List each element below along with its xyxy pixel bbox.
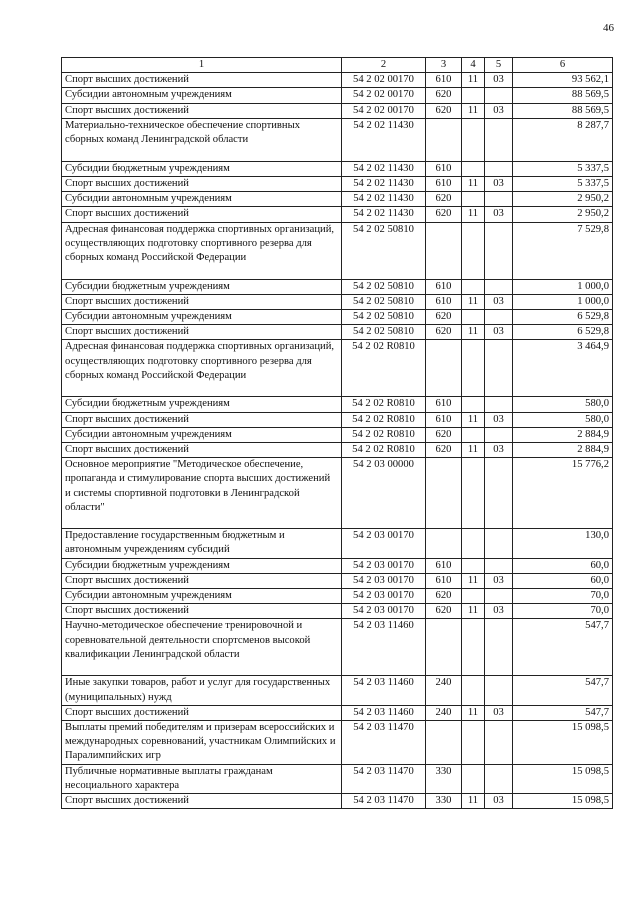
row-code-cell: 54 2 03 00170 — [342, 529, 426, 558]
row-amount-cell: 88 569,5 — [513, 103, 613, 118]
row-subsection-cell: 03 — [485, 604, 513, 619]
row-code-cell: 54 2 02 R0810 — [342, 412, 426, 427]
row-section-cell: 11 — [462, 103, 485, 118]
row-amount-cell: 15 776,2 — [513, 458, 613, 529]
header-cell: 1 — [62, 58, 342, 73]
row-name-cell: Субсидии бюджетным учреждениям — [62, 558, 342, 573]
row-code-cell: 54 2 02 R0810 — [342, 443, 426, 458]
row-expense-type-cell — [426, 529, 462, 558]
header-cell: 4 — [462, 58, 485, 73]
row-section-cell — [462, 529, 485, 558]
row-subsection-cell — [485, 427, 513, 442]
row-expense-type-cell: 330 — [426, 764, 462, 793]
table-row — [62, 529, 613, 558]
row-amount-cell: 7 529,8 — [513, 222, 613, 279]
row-code-cell: 54 2 03 00170 — [342, 573, 426, 588]
row-subsection-cell: 03 — [485, 207, 513, 222]
row-section-cell — [462, 88, 485, 103]
row-expense-type-cell: 240 — [426, 676, 462, 705]
row-amount-cell: 60,0 — [513, 573, 613, 588]
row-section-cell — [462, 619, 485, 676]
table-row — [62, 619, 613, 676]
row-name-cell: Спорт высших достижений — [62, 177, 342, 192]
table-row — [62, 604, 613, 619]
row-expense-type-cell: 620 — [426, 88, 462, 103]
table-row — [62, 705, 613, 720]
table-row — [62, 340, 613, 397]
row-amount-cell: 2 950,2 — [513, 192, 613, 207]
row-amount-cell: 547,7 — [513, 705, 613, 720]
table-row — [62, 279, 613, 294]
row-expense-type-cell — [426, 619, 462, 676]
row-amount-cell: 1 000,0 — [513, 294, 613, 309]
table-row — [62, 443, 613, 458]
row-section-cell — [462, 676, 485, 705]
row-amount-cell: 3 464,9 — [513, 340, 613, 397]
row-section-cell — [462, 397, 485, 412]
row-name-cell: Основное мероприятие "Методическое обеспечение, пропаганда и стимулирование спорта высших достижений и системы спортивной подготовки в Ленинградской области" — [62, 458, 342, 529]
row-amount-cell: 8 287,7 — [513, 118, 613, 161]
row-code-cell: 54 2 03 11470 — [342, 794, 426, 809]
row-section-cell: 11 — [462, 794, 485, 809]
row-subsection-cell — [485, 118, 513, 161]
table-body — [62, 58, 613, 809]
row-code-cell: 54 2 03 00170 — [342, 589, 426, 604]
row-expense-type-cell: 610 — [426, 573, 462, 588]
row-code-cell: 54 2 02 R0810 — [342, 397, 426, 412]
header-cell: 2 — [342, 58, 426, 73]
row-section-cell — [462, 161, 485, 176]
row-section-cell — [462, 558, 485, 573]
row-amount-cell: 1 000,0 — [513, 279, 613, 294]
row-code-cell: 54 2 03 11470 — [342, 764, 426, 793]
row-amount-cell: 15 098,5 — [513, 764, 613, 793]
row-code-cell: 54 2 02 50810 — [342, 325, 426, 340]
row-code-cell: 54 2 02 50810 — [342, 279, 426, 294]
row-expense-type-cell: 610 — [426, 412, 462, 427]
row-subsection-cell: 03 — [485, 412, 513, 427]
row-name-cell: Научно-методическое обеспечение тренировочной и соревновательной деятельности спортсменов высокой квалификации Ленинградской области — [62, 619, 342, 676]
row-subsection-cell — [485, 161, 513, 176]
row-expense-type-cell: 620 — [426, 310, 462, 325]
table-row — [62, 73, 613, 88]
table-row — [62, 458, 613, 529]
table-row — [62, 397, 613, 412]
row-amount-cell: 580,0 — [513, 397, 613, 412]
row-code-cell: 54 2 02 11430 — [342, 161, 426, 176]
table-row — [62, 427, 613, 442]
row-amount-cell: 130,0 — [513, 529, 613, 558]
row-amount-cell: 547,7 — [513, 676, 613, 705]
row-expense-type-cell: 610 — [426, 177, 462, 192]
row-subsection-cell — [485, 279, 513, 294]
row-name-cell: Спорт высших достижений — [62, 604, 342, 619]
row-name-cell: Спорт высших достижений — [62, 103, 342, 118]
table-row — [62, 177, 613, 192]
row-subsection-cell — [485, 88, 513, 103]
row-expense-type-cell — [426, 721, 462, 765]
row-expense-type-cell: 620 — [426, 192, 462, 207]
row-section-cell: 11 — [462, 443, 485, 458]
header-cell: 5 — [485, 58, 513, 73]
table-row — [62, 207, 613, 222]
row-subsection-cell — [485, 764, 513, 793]
row-code-cell: 54 2 02 00170 — [342, 88, 426, 103]
row-code-cell: 54 2 02 R0810 — [342, 340, 426, 397]
row-amount-cell: 580,0 — [513, 412, 613, 427]
row-subsection-cell: 03 — [485, 325, 513, 340]
row-amount-cell: 6 529,8 — [513, 310, 613, 325]
row-expense-type-cell: 620 — [426, 207, 462, 222]
table-row — [62, 294, 613, 309]
row-amount-cell: 88 569,5 — [513, 88, 613, 103]
page-number: 46 — [603, 22, 614, 34]
table-row — [62, 310, 613, 325]
row-name-cell: Спорт высших достижений — [62, 794, 342, 809]
row-expense-type-cell — [426, 340, 462, 397]
row-expense-type-cell: 610 — [426, 294, 462, 309]
row-amount-cell: 15 098,5 — [513, 721, 613, 765]
row-expense-type-cell: 610 — [426, 558, 462, 573]
row-subsection-cell: 03 — [485, 177, 513, 192]
row-subsection-cell: 03 — [485, 705, 513, 720]
row-subsection-cell: 03 — [485, 794, 513, 809]
row-name-cell: Субсидии автономным учреждениям — [62, 310, 342, 325]
row-name-cell: Спорт высших достижений — [62, 412, 342, 427]
row-expense-type-cell: 610 — [426, 73, 462, 88]
row-subsection-cell — [485, 676, 513, 705]
row-code-cell: 54 2 02 50810 — [342, 294, 426, 309]
row-name-cell: Спорт высших достижений — [62, 573, 342, 588]
table-row — [62, 103, 613, 118]
table-row — [62, 325, 613, 340]
row-name-cell: Субсидии автономным учреждениям — [62, 589, 342, 604]
header-cell: 3 — [426, 58, 462, 73]
row-name-cell: Субсидии автономным учреждениям — [62, 192, 342, 207]
row-code-cell: 54 2 03 00170 — [342, 558, 426, 573]
row-section-cell — [462, 118, 485, 161]
row-section-cell — [462, 721, 485, 765]
row-expense-type-cell — [426, 118, 462, 161]
row-expense-type-cell: 610 — [426, 397, 462, 412]
row-expense-type-cell: 620 — [426, 103, 462, 118]
row-subsection-cell — [485, 340, 513, 397]
row-amount-cell: 2 884,9 — [513, 427, 613, 442]
row-subsection-cell — [485, 192, 513, 207]
table-header-row — [62, 58, 613, 73]
row-subsection-cell: 03 — [485, 294, 513, 309]
row-expense-type-cell: 240 — [426, 705, 462, 720]
row-name-cell: Субсидии автономным учреждениям — [62, 88, 342, 103]
row-code-cell: 54 2 02 R0810 — [342, 427, 426, 442]
row-subsection-cell — [485, 619, 513, 676]
row-amount-cell: 5 337,5 — [513, 161, 613, 176]
row-expense-type-cell: 620 — [426, 443, 462, 458]
row-name-cell: Адресная финансовая поддержка спортивных организаций, осуществляющих подготовку спортивного резерва для сборных команд Российской Федерации — [62, 340, 342, 397]
row-section-cell — [462, 589, 485, 604]
row-code-cell: 54 2 03 11460 — [342, 705, 426, 720]
table-row — [62, 222, 613, 279]
table-row — [62, 794, 613, 809]
row-section-cell — [462, 458, 485, 529]
row-section-cell — [462, 427, 485, 442]
table-row — [62, 192, 613, 207]
row-code-cell: 54 2 02 00170 — [342, 103, 426, 118]
row-section-cell — [462, 310, 485, 325]
row-amount-cell: 15 098,5 — [513, 794, 613, 809]
header-cell: 6 — [513, 58, 613, 73]
table-row — [62, 161, 613, 176]
row-subsection-cell: 03 — [485, 103, 513, 118]
row-expense-type-cell: 330 — [426, 794, 462, 809]
row-code-cell: 54 2 03 11460 — [342, 676, 426, 705]
row-name-cell: Публичные нормативные выплаты гражданам несоциального характера — [62, 764, 342, 793]
row-section-cell: 11 — [462, 73, 485, 88]
row-subsection-cell — [485, 310, 513, 325]
row-amount-cell: 2 884,9 — [513, 443, 613, 458]
row-code-cell: 54 2 02 11430 — [342, 192, 426, 207]
table-row — [62, 721, 613, 765]
row-code-cell: 54 2 02 11430 — [342, 207, 426, 222]
row-expense-type-cell — [426, 222, 462, 279]
row-subsection-cell — [485, 397, 513, 412]
row-expense-type-cell: 620 — [426, 589, 462, 604]
row-code-cell: 54 2 03 00000 — [342, 458, 426, 529]
row-subsection-cell: 03 — [485, 73, 513, 88]
row-section-cell: 11 — [462, 573, 485, 588]
row-code-cell: 54 2 03 11470 — [342, 721, 426, 765]
row-section-cell — [462, 279, 485, 294]
row-name-cell: Материально-техническое обеспечение спортивных сборных команд Ленинградской области — [62, 118, 342, 161]
row-section-cell: 11 — [462, 705, 485, 720]
row-amount-cell: 60,0 — [513, 558, 613, 573]
row-subsection-cell — [485, 222, 513, 279]
row-expense-type-cell — [426, 458, 462, 529]
row-section-cell: 11 — [462, 177, 485, 192]
row-section-cell — [462, 192, 485, 207]
row-subsection-cell: 03 — [485, 443, 513, 458]
table-row — [62, 88, 613, 103]
row-name-cell: Спорт высших достижений — [62, 294, 342, 309]
table-row — [62, 118, 613, 161]
row-subsection-cell — [485, 721, 513, 765]
row-subsection-cell — [485, 558, 513, 573]
row-name-cell: Спорт высших достижений — [62, 325, 342, 340]
row-section-cell — [462, 340, 485, 397]
table-row — [62, 573, 613, 588]
row-name-cell: Спорт высших достижений — [62, 443, 342, 458]
row-name-cell: Спорт высших достижений — [62, 705, 342, 720]
row-expense-type-cell: 620 — [426, 604, 462, 619]
row-name-cell: Субсидии бюджетным учреждениям — [62, 397, 342, 412]
row-section-cell: 11 — [462, 325, 485, 340]
row-name-cell: Субсидии бюджетным учреждениям — [62, 161, 342, 176]
row-amount-cell: 5 337,5 — [513, 177, 613, 192]
row-name-cell: Субсидии бюджетным учреждениям — [62, 279, 342, 294]
row-code-cell: 54 2 02 50810 — [342, 222, 426, 279]
row-name-cell: Спорт высших достижений — [62, 207, 342, 222]
row-expense-type-cell: 620 — [426, 427, 462, 442]
row-amount-cell: 2 950,2 — [513, 207, 613, 222]
row-amount-cell: 93 562,1 — [513, 73, 613, 88]
row-amount-cell: 6 529,8 — [513, 325, 613, 340]
table-row — [62, 589, 613, 604]
row-subsection-cell — [485, 529, 513, 558]
table-row — [62, 412, 613, 427]
row-expense-type-cell: 610 — [426, 279, 462, 294]
row-section-cell — [462, 222, 485, 279]
row-section-cell: 11 — [462, 294, 485, 309]
row-section-cell: 11 — [462, 207, 485, 222]
row-name-cell: Спорт высших достижений — [62, 73, 342, 88]
row-code-cell: 54 2 03 11460 — [342, 619, 426, 676]
row-section-cell — [462, 764, 485, 793]
row-subsection-cell — [485, 589, 513, 604]
table-row — [62, 558, 613, 573]
row-code-cell: 54 2 02 50810 — [342, 310, 426, 325]
row-name-cell: Выплаты премий победителям и призерам всероссийских и международных соревнований, участникам Олимпийских и Паралимпийских игр — [62, 721, 342, 765]
row-name-cell: Субсидии автономным учреждениям — [62, 427, 342, 442]
row-subsection-cell — [485, 458, 513, 529]
row-code-cell: 54 2 02 11430 — [342, 177, 426, 192]
row-code-cell: 54 2 02 00170 — [342, 73, 426, 88]
row-amount-cell: 70,0 — [513, 604, 613, 619]
table-row — [62, 764, 613, 793]
row-name-cell: Адресная финансовая поддержка спортивных организаций, осуществляющих подготовку спортивного резерва для сборных команд Российской Федерации — [62, 222, 342, 279]
row-amount-cell: 547,7 — [513, 619, 613, 676]
row-expense-type-cell: 610 — [426, 161, 462, 176]
row-name-cell: Предоставление государственным бюджетным и автономным учреждениям субсидий — [62, 529, 342, 558]
row-section-cell: 11 — [462, 412, 485, 427]
row-expense-type-cell: 620 — [426, 325, 462, 340]
row-amount-cell: 70,0 — [513, 589, 613, 604]
row-code-cell: 54 2 03 00170 — [342, 604, 426, 619]
table-row — [62, 676, 613, 705]
row-section-cell: 11 — [462, 604, 485, 619]
row-subsection-cell: 03 — [485, 573, 513, 588]
row-code-cell: 54 2 02 11430 — [342, 118, 426, 161]
row-name-cell: Иные закупки товаров, работ и услуг для государственных (муниципальных) нужд — [62, 676, 342, 705]
budget-table — [61, 57, 613, 809]
